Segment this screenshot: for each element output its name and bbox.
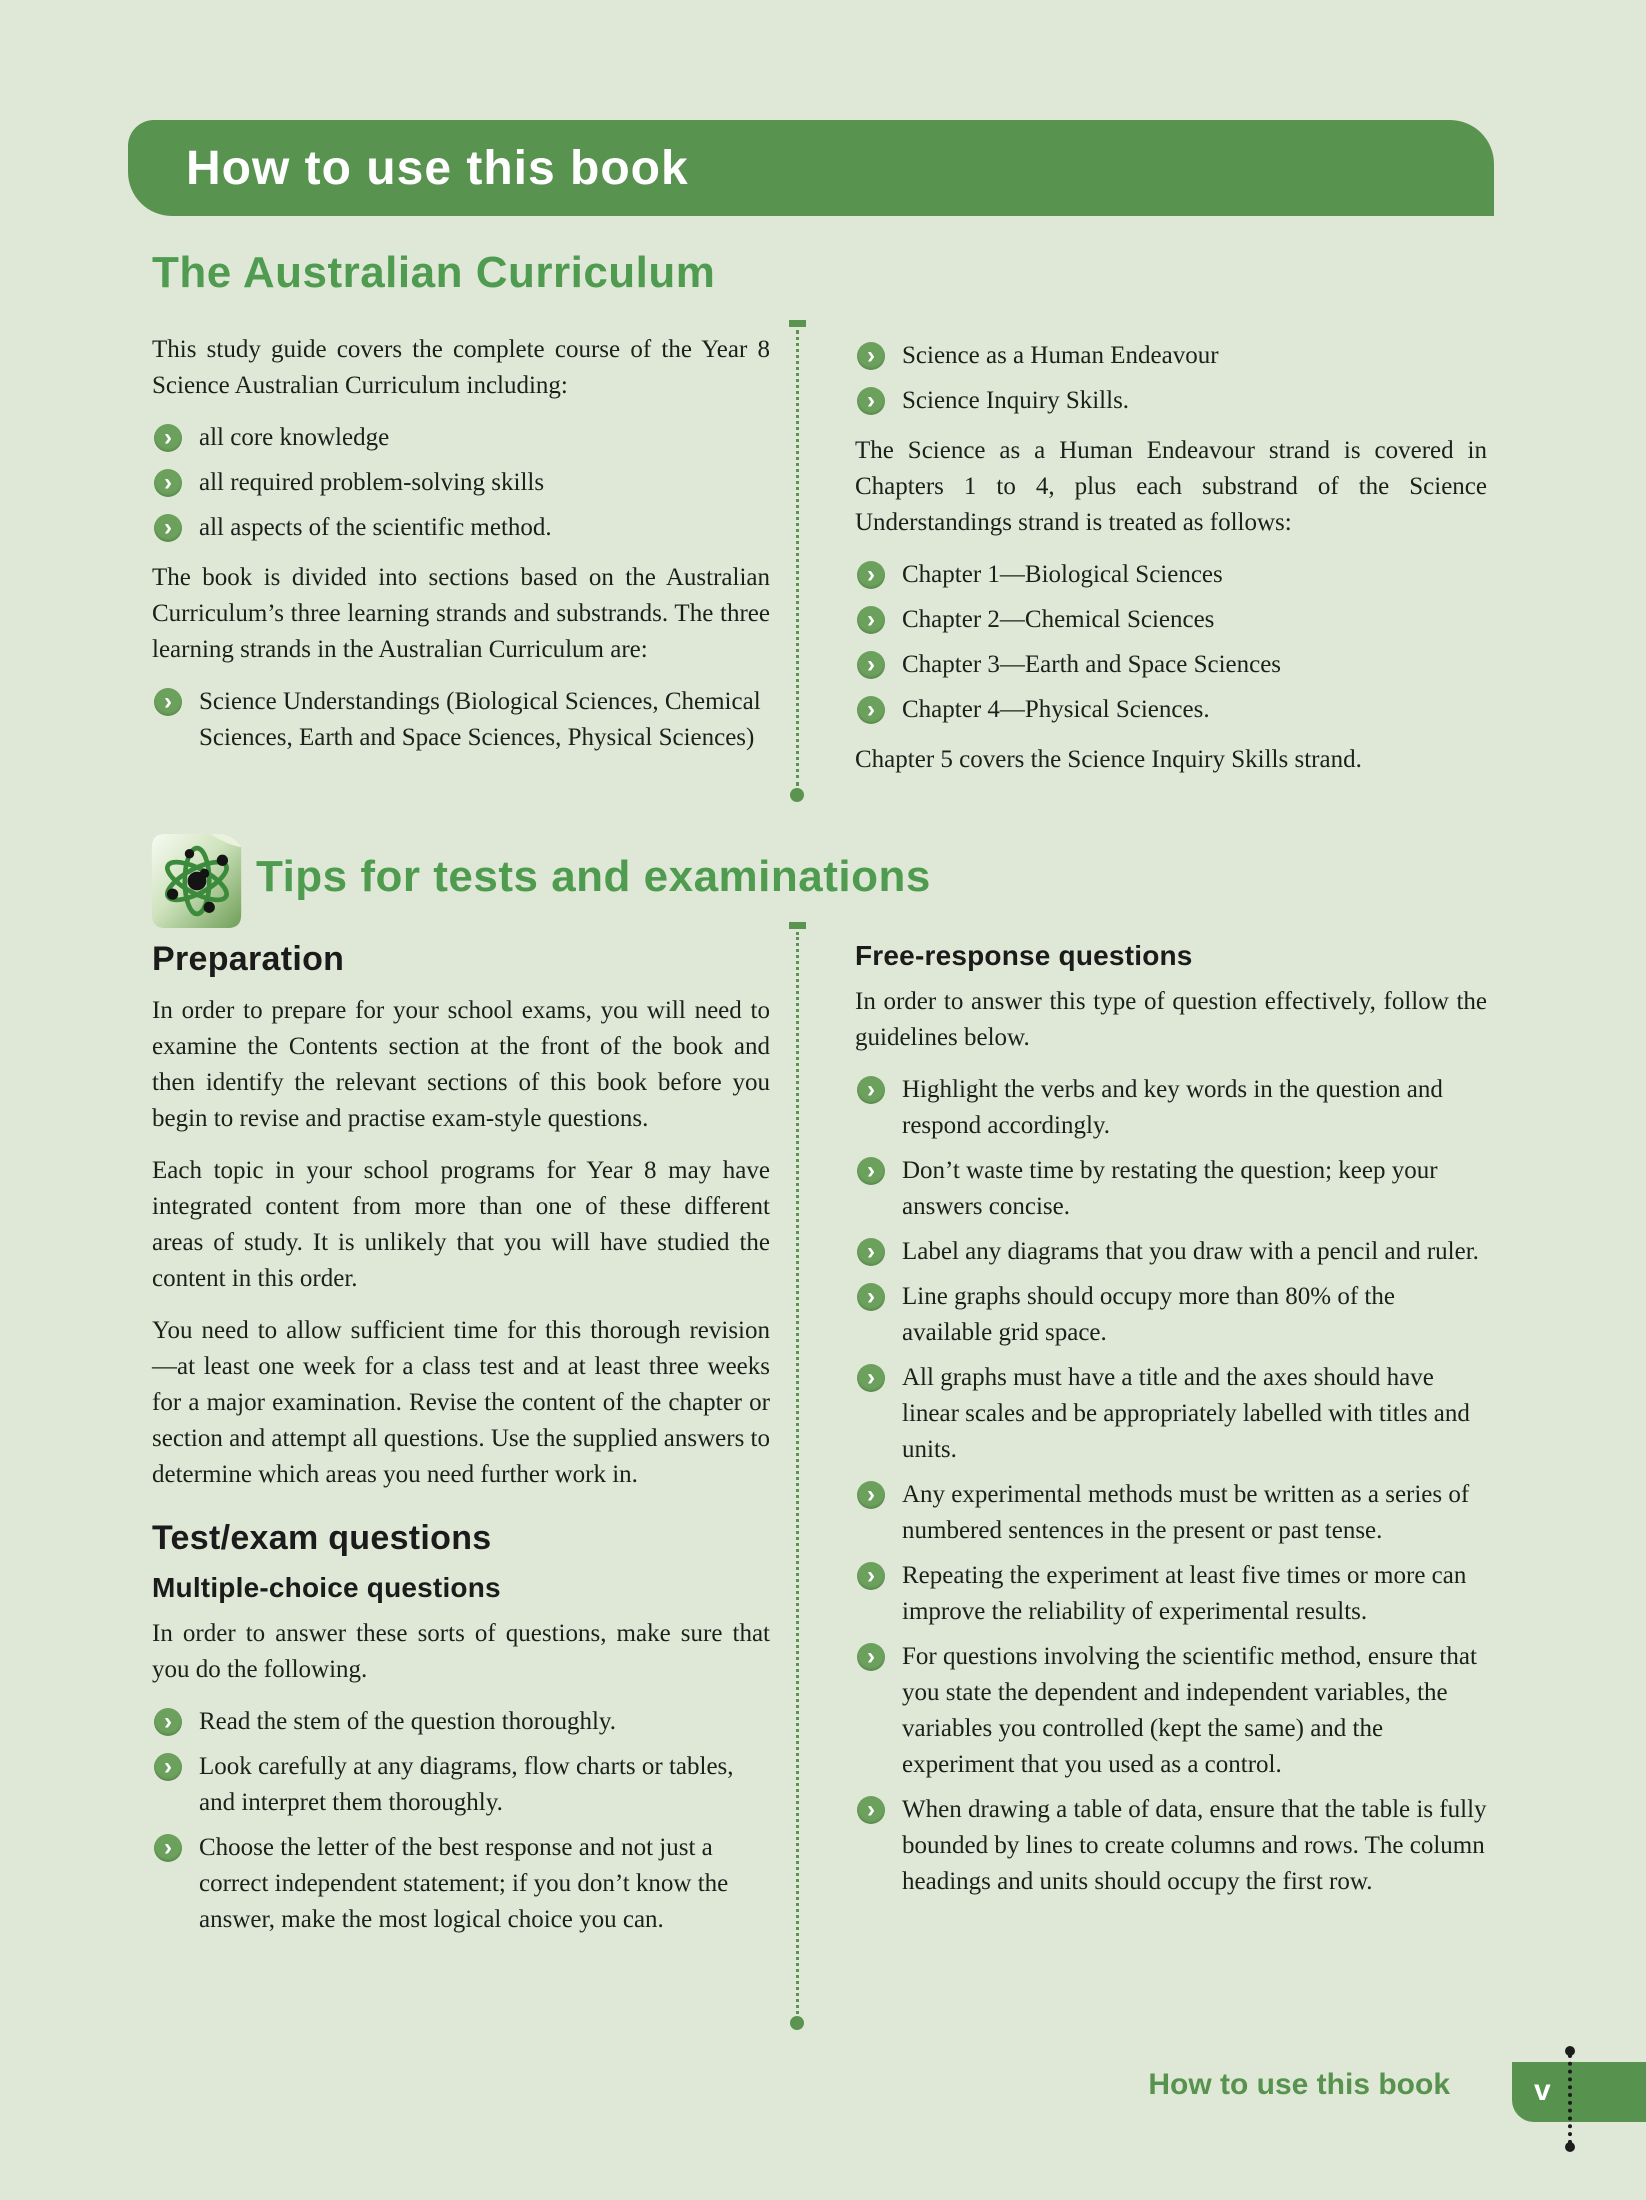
list-item-text: Chapter 2—Chemical Sciences [902, 606, 1215, 633]
list-item [152, 465, 770, 501]
chevron-bullet-icon: › [857, 1283, 885, 1311]
list-item-text: All graphs must have a title and the axes should have linear scales and be appropriately labelled with titles and units. [902, 1364, 1470, 1463]
list-item [855, 1558, 1487, 1630]
chevron-bullet-icon: › [857, 1076, 885, 1104]
list-item [855, 1360, 1487, 1468]
page-number-tab [1512, 2062, 1646, 2122]
list-item-text: When drawing a table of data, ensure that the table is fully bounded by lines to create columns and rows. The column headings and units should occupy the first row. [902, 1796, 1487, 1895]
list-item-text: all required problem-solving skills [199, 469, 545, 496]
list-item-text: all core knowledge [199, 424, 390, 451]
page-number: v [1534, 2074, 1551, 2107]
chevron-bullet-icon: › [154, 469, 182, 497]
chevron-bullet-icon: › [857, 606, 885, 634]
page-title: How to use this book [186, 141, 689, 195]
list-item-text: Science Inquiry Skills. [902, 387, 1130, 414]
column-divider [796, 330, 799, 786]
page-banner [128, 120, 1494, 216]
chevron-bullet-icon: › [154, 1834, 182, 1862]
footer-dotted-line [1568, 2054, 1572, 2144]
paragraph: This study guide covers the complete course of the Year 8 Science Australian Curriculum including: [152, 336, 770, 399]
bullet-list [855, 557, 1487, 728]
chevron-bullet-icon: › [154, 1708, 182, 1736]
list-item [152, 420, 770, 456]
paragraph: In order to answer this type of question effectively, follow the guidelines below. [855, 988, 1487, 1051]
list-item [855, 692, 1487, 728]
chevron-bullet-icon: › [154, 1753, 182, 1781]
chevron-bullet-icon: › [154, 424, 182, 452]
list-item-text: all aspects of the scientific method. [199, 514, 552, 541]
multiple-choice-heading: Multiple-choice questions [152, 1572, 501, 1603]
list-item [855, 338, 1487, 374]
paragraph: Each topic in your school programs for Year 8 may have integrated content from more than one of these different areas of study. It is unlikely that you will have studied the content in this order. [152, 1157, 770, 1292]
list-item [855, 1234, 1487, 1270]
paragraph: You need to allow sufficient time for this thorough revision—at least one week for a class test and at least three weeks for a major examination. Revise the content of the chapter or section and attempt all questions. Use the supplied answers to determine which areas you need further work in. [152, 1317, 770, 1488]
bullet-list [855, 338, 1487, 419]
list-item [855, 1639, 1487, 1783]
footer-title: How to use this book [1148, 2068, 1450, 2101]
curriculum-section [152, 332, 1487, 812]
chevron-bullet-icon: › [857, 561, 885, 589]
list-item [855, 602, 1487, 638]
list-item-text: Any experimental methods must be written as a series of numbered sentences in the present or past tense. [902, 1481, 1470, 1544]
curriculum-heading: The Australian Curriculum [152, 248, 716, 297]
tips-heading: Tips for tests and examinations [256, 852, 931, 901]
atom-icon [150, 831, 244, 931]
bullet-list [855, 1072, 1487, 1900]
paragraph: In order to prepare for your school exams, you will need to examine the Contents section at the front of the book and then identify the relevant sections of this book before you begin to revise and practise exam-style questions. [152, 997, 770, 1132]
bullet-list [152, 684, 770, 756]
list-item-text: Choose the letter of the best response and not just a correct independent statement; if you don’t know the answer, make the most logical choice you can. [199, 1834, 729, 1933]
list-item-text: Don’t waste time by restating the question; keep your answers concise. [902, 1157, 1438, 1220]
paragraph: Chapter 5 covers the Science Inquiry Skills strand. [855, 746, 1362, 773]
list-item-text: Look carefully at any diagrams, flow charts or tables, and interpret them thoroughly. [199, 1753, 734, 1816]
list-item [152, 1749, 770, 1821]
list-item [152, 510, 770, 546]
list-item [855, 1279, 1487, 1351]
chevron-bullet-icon: › [857, 1643, 885, 1671]
list-item-text: For questions involving the scientific method, ensure that you state the dependent and independent variables, the variables you controlled (kept the same) and the experiment that you used as a control. [902, 1643, 1477, 1778]
tips-left-column [152, 940, 770, 1952]
list-item [855, 1072, 1487, 1144]
chevron-bullet-icon: › [857, 1562, 885, 1590]
bullet-list [152, 420, 770, 546]
list-item-text: Chapter 1—Biological Sciences [902, 561, 1223, 588]
list-item [152, 1830, 770, 1938]
chevron-bullet-icon: › [857, 1796, 885, 1824]
bullet-list [152, 1704, 770, 1938]
preparation-heading: Preparation [152, 940, 345, 978]
list-item-text: Line graphs should occupy more than 80% of the available grid space. [902, 1283, 1395, 1346]
list-item [855, 647, 1487, 683]
paragraph: The Science as a Human Endeavour strand is covered in Chapters 1 to 4, plus each substrand of the Science Understandings strand is treated as follows: [855, 437, 1487, 536]
chevron-bullet-icon: › [857, 651, 885, 679]
list-item-text: Repeating the experiment at least five times or more can improve the reliability of experimental results. [902, 1562, 1467, 1625]
curriculum-right-column [855, 338, 1487, 778]
chevron-bullet-icon: › [857, 1238, 885, 1266]
curriculum-left-column [152, 332, 770, 770]
tips-right-column [855, 940, 1487, 1914]
chevron-bullet-icon: › [857, 1364, 885, 1392]
paragraph: In order to answer these sorts of questions, make sure that you do the following. [152, 1620, 770, 1683]
list-item [152, 1704, 770, 1740]
list-item-text: Chapter 4—Physical Sciences. [902, 696, 1210, 723]
chevron-bullet-icon: › [857, 696, 885, 724]
chevron-bullet-icon: › [857, 342, 885, 370]
free-response-heading: Free-response questions [855, 940, 1193, 971]
list-item [855, 383, 1487, 419]
chevron-bullet-icon: › [857, 1157, 885, 1185]
list-item [855, 1153, 1487, 1225]
list-item [855, 1477, 1487, 1549]
list-item-text: Chapter 3—Earth and Space Sciences [902, 651, 1282, 678]
list-item [152, 684, 770, 756]
list-item [855, 557, 1487, 593]
chevron-bullet-icon: › [857, 387, 885, 415]
list-item-text: Label any diagrams that you draw with a pencil and ruler. [902, 1238, 1479, 1265]
list-item-text: Read the stem of the question thoroughly. [199, 1708, 617, 1735]
list-item-text: Science as a Human Endeavour [902, 342, 1219, 369]
chevron-bullet-icon: › [154, 688, 182, 716]
list-item [855, 1792, 1487, 1900]
chevron-bullet-icon: › [154, 514, 182, 542]
paragraph: The book is divided into sections based on the Australian Curriculum’s three learning strands and substrands. The three learning strands in the Australian Curriculum are: [152, 564, 770, 663]
chevron-bullet-icon: › [857, 1481, 885, 1509]
tips-section [152, 940, 1487, 2030]
list-item-text: Science Understandings (Biological Sciences, Chemical Sciences, Earth and Space Sciences, Physical Sciences) [199, 688, 761, 751]
list-item-text: Highlight the verbs and key words in the question and respond accordingly. [902, 1076, 1443, 1139]
column-divider [796, 932, 799, 2014]
testexam-heading: Test/exam questions [152, 1519, 492, 1557]
